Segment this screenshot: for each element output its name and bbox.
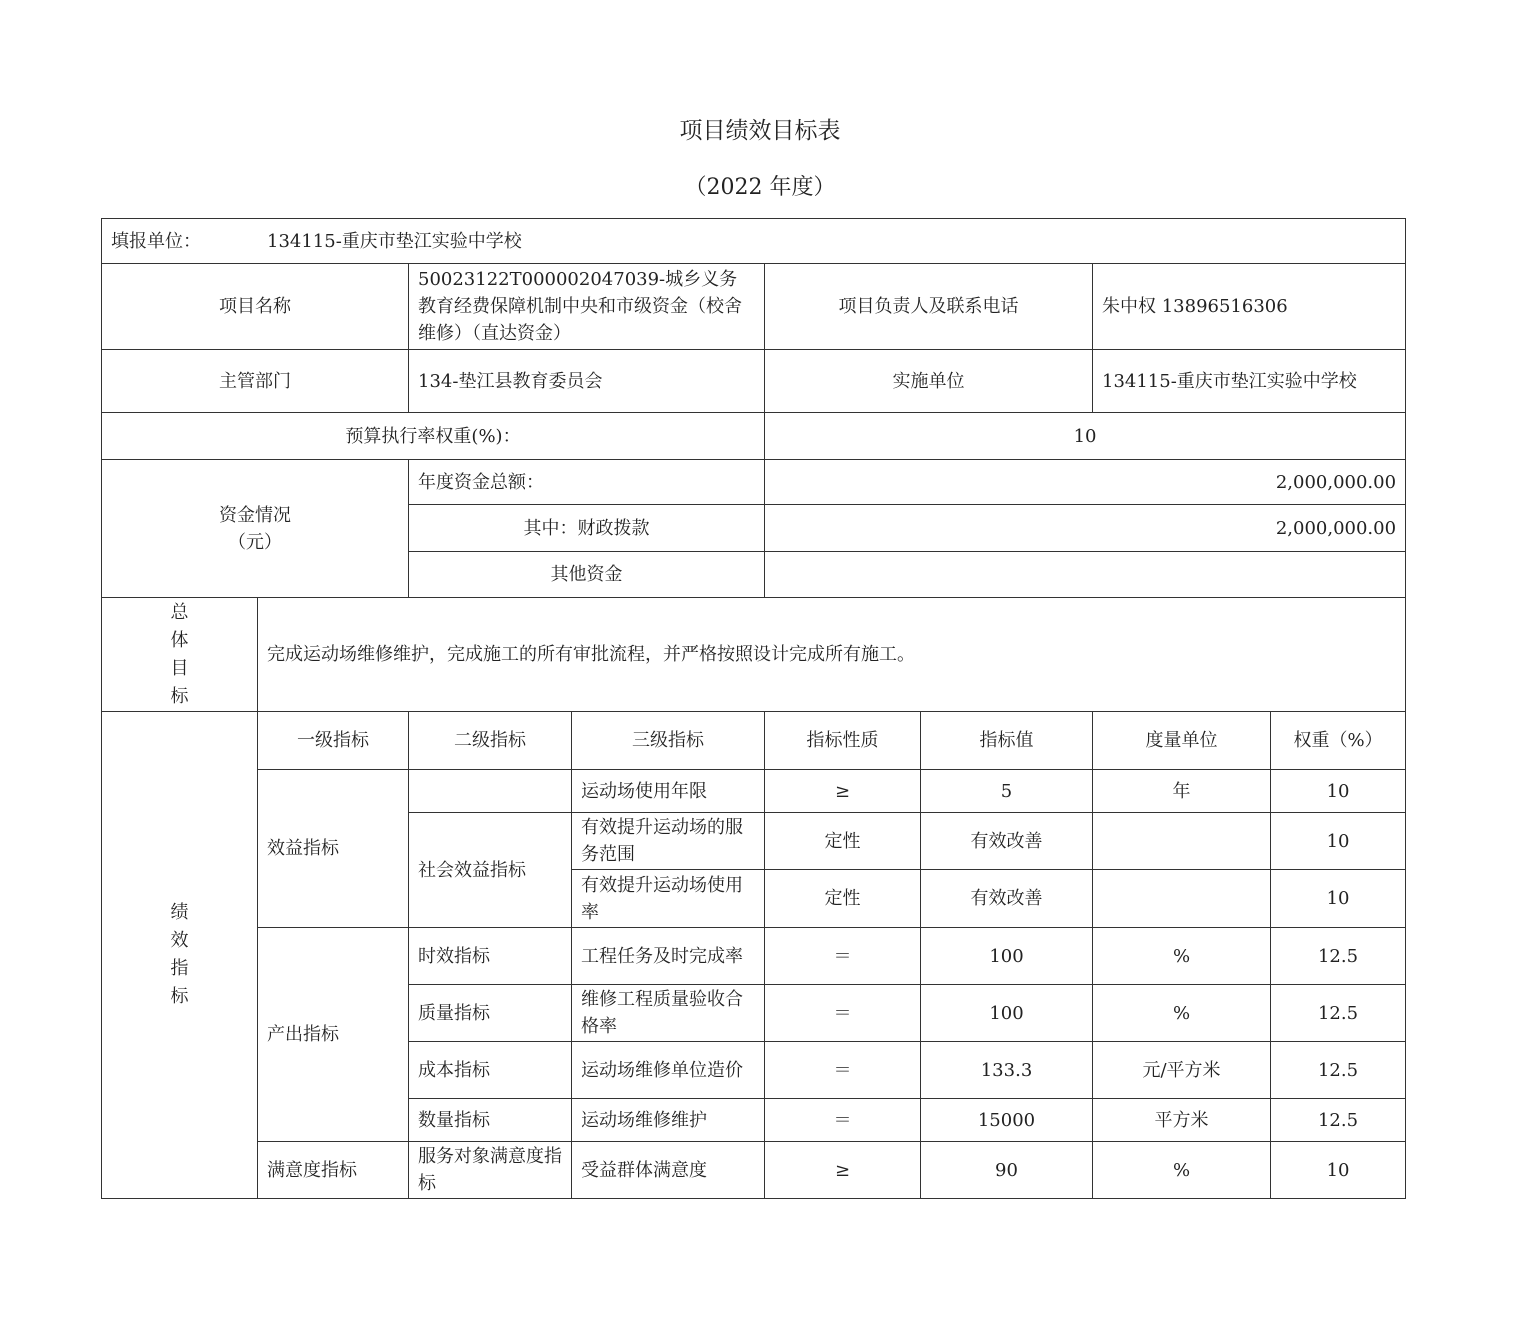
unit-cell: 元/平方米	[1093, 1042, 1271, 1099]
level2-empty	[409, 770, 572, 813]
header-weight: 权重（%）	[1271, 712, 1406, 770]
weight-cell: 12.5	[1271, 1099, 1406, 1142]
nature-cell: 定性	[765, 870, 921, 928]
nature-cell: ≥	[765, 1142, 921, 1199]
unit-cell	[1093, 813, 1271, 870]
header-value: 指标值	[921, 712, 1093, 770]
nature-cell: ＝	[765, 1042, 921, 1099]
table-row	[102, 1142, 1406, 1199]
level2-quantity: 数量指标	[409, 1099, 572, 1142]
indicators-label: 绩效指标	[170, 902, 189, 1007]
level3-name: 工程任务及时完成率	[572, 928, 765, 985]
impl-unit-value: 134115-重庆市垫江实验中学校	[1093, 350, 1406, 413]
budget-weight-label: 预算执行率权重(%)：	[102, 413, 765, 460]
level2-social-benefit: 社会效益指标	[409, 813, 572, 928]
level3-name: 有效提升运动场使用率	[572, 870, 765, 928]
header-level1: 一级指标	[258, 712, 409, 770]
level3-name: 有效提升运动场的服务范围	[572, 813, 765, 870]
goal-label: 总体目标	[170, 601, 189, 707]
nature-cell: ＝	[765, 985, 921, 1042]
table-row	[102, 928, 1406, 985]
nature-cell: ≥	[765, 770, 921, 813]
document-title: 项目绩效目标表	[679, 118, 841, 144]
funds-unit: （元）	[228, 531, 282, 553]
contact-value: 朱中权 13896516306	[1093, 264, 1406, 350]
header-level2: 二级指标	[409, 712, 572, 770]
funds-total-value: 2,000,000.00	[765, 460, 1406, 505]
project-name-value: 50023122T000002047039-城乡义务教育经费保障机制中央和市级资金（校舍维修）（直达资金）	[409, 264, 765, 350]
value-cell: 133.3	[921, 1042, 1093, 1099]
nature-cell: ＝	[765, 1099, 921, 1142]
performance-target-table	[101, 218, 1406, 1199]
value-cell: 15000	[921, 1099, 1093, 1142]
level2-service-satisfaction: 服务对象满意度指标	[409, 1142, 572, 1199]
level3-name: 受益群体满意度	[572, 1142, 765, 1199]
report-unit-label: 填报单位：	[111, 230, 201, 252]
funds-label	[102, 460, 409, 598]
level2-timeliness: 时效指标	[409, 928, 572, 985]
weight-cell: 10	[1271, 813, 1406, 870]
value-cell: 有效改善	[921, 813, 1093, 870]
nature-cell: ＝	[765, 928, 921, 985]
funds-total-label: 年度资金总额：	[409, 460, 765, 505]
project-name-label: 项目名称	[102, 264, 409, 350]
unit-cell	[1093, 870, 1271, 928]
header-unit: 度量单位	[1093, 712, 1271, 770]
funds-other-label: 其他资金	[409, 552, 765, 598]
value-cell: 100	[921, 985, 1093, 1042]
goal-label-cell	[102, 598, 258, 712]
funds-title: 资金情况	[219, 504, 291, 526]
level1-benefit: 效益指标	[258, 770, 409, 928]
level2-quality: 质量指标	[409, 985, 572, 1042]
unit-cell: 平方米	[1093, 1099, 1271, 1142]
value-cell: 90	[921, 1142, 1093, 1199]
header-nature: 指标性质	[765, 712, 921, 770]
weight-cell: 12.5	[1271, 985, 1406, 1042]
weight-cell: 10	[1271, 870, 1406, 928]
indicators-label-cell	[102, 712, 258, 1199]
level3-name: 维修工程质量验收合格率	[572, 985, 765, 1042]
level3-name: 运动场使用年限	[572, 770, 765, 813]
level1-output: 产出指标	[258, 928, 409, 1142]
goal-text: 完成运动场维修维护，完成施工的所有审批流程，并严格按照设计完成所有施工。	[258, 598, 1406, 712]
header-level3: 三级指标	[572, 712, 765, 770]
funds-other-value	[765, 552, 1406, 598]
report-unit-value: 134115-重庆市垫江实验中学校	[267, 230, 522, 252]
weight-cell: 10	[1271, 770, 1406, 813]
weight-cell: 10	[1271, 1142, 1406, 1199]
value-cell: 有效改善	[921, 870, 1093, 928]
budget-weight-value: 10	[765, 413, 1406, 460]
unit-cell: 年	[1093, 770, 1271, 813]
weight-cell: 12.5	[1271, 1042, 1406, 1099]
nature-cell: 定性	[765, 813, 921, 870]
level3-name: 运动场维修维护	[572, 1099, 765, 1142]
weight-cell: 12.5	[1271, 928, 1406, 985]
dept-label: 主管部门	[102, 350, 409, 413]
report-unit-row	[102, 219, 1406, 264]
funds-fiscal-label: 其中：财政拨款	[409, 505, 765, 552]
unit-cell: %	[1093, 985, 1271, 1042]
document-year: （2022 年度）	[684, 175, 836, 200]
funds-fiscal-value: 2,000,000.00	[765, 505, 1406, 552]
value-cell: 100	[921, 928, 1093, 985]
value-cell: 5	[921, 770, 1093, 813]
table-row	[102, 770, 1406, 813]
impl-unit-label: 实施单位	[765, 350, 1093, 413]
dept-value: 134-垫江县教育委员会	[409, 350, 765, 413]
unit-cell: %	[1093, 928, 1271, 985]
level3-name: 运动场维修单位造价	[572, 1042, 765, 1099]
contact-label: 项目负责人及联系电话	[765, 264, 1093, 350]
unit-cell: %	[1093, 1142, 1271, 1199]
level2-cost: 成本指标	[409, 1042, 572, 1099]
level1-satisfaction: 满意度指标	[258, 1142, 409, 1199]
